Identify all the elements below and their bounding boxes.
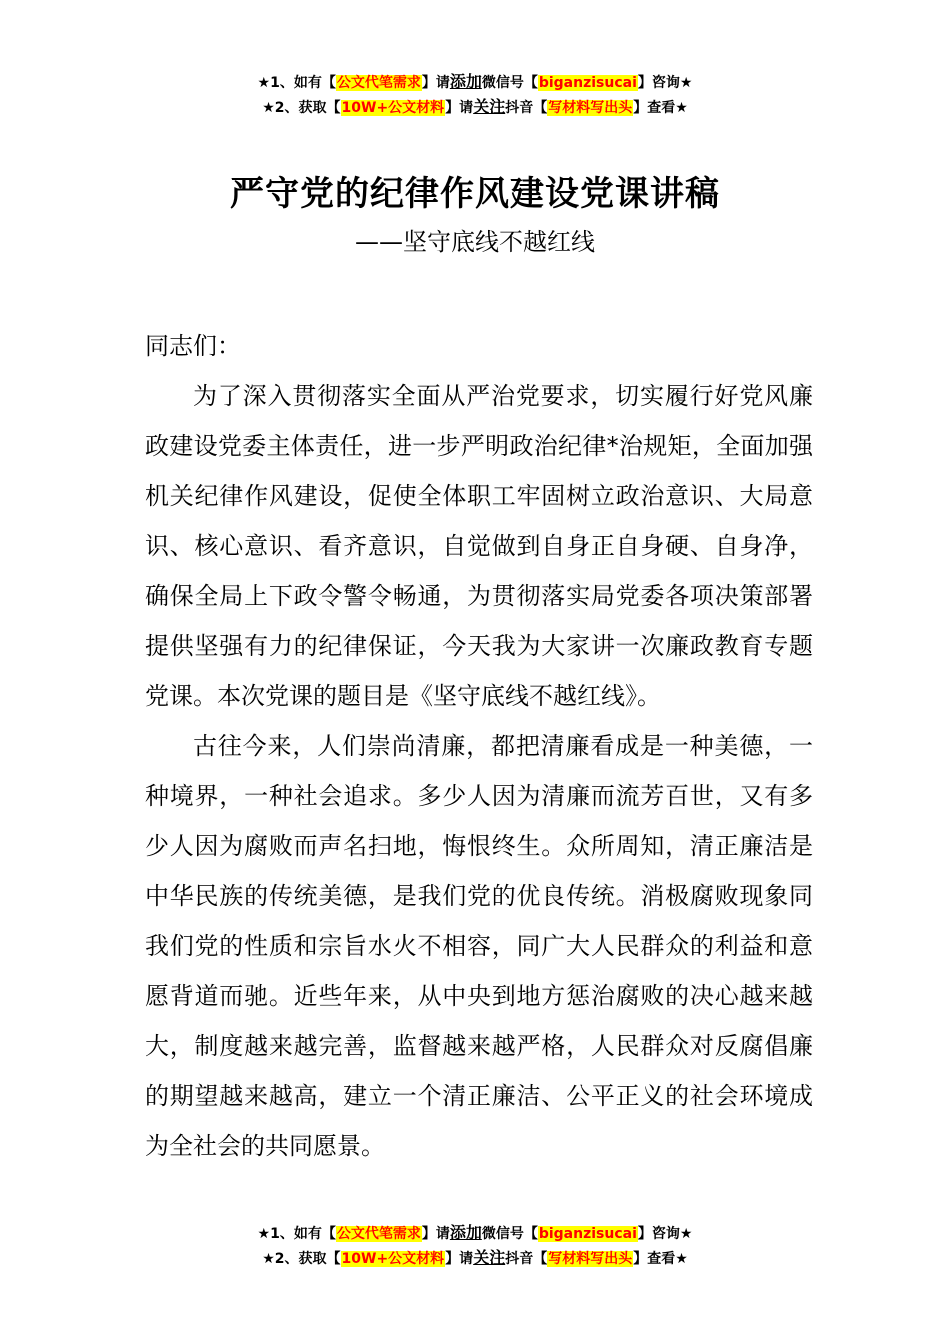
footer-notice (0, 1221, 950, 1271)
greeting: 同志们： (145, 332, 241, 360)
highlight-service: 公文代笔需求 (336, 75, 421, 91)
highlight-wechat-id: biganzisucai (538, 75, 637, 91)
footer-highlight-douyin: 写材料写出头 (548, 1251, 633, 1267)
highlight-douyin: 写材料写出头 (548, 100, 633, 116)
footer-notice-line-1: ★1、如有【公文代笔需求】请添加微信号【biganzisucai】咨询★ (257, 1223, 693, 1242)
notice-line-1: ★1、如有【公文代笔需求】请添加微信号【biganzisucai】咨询★ (257, 72, 693, 91)
footer-highlight-service: 公文代笔需求 (336, 1226, 421, 1242)
document-body (145, 321, 813, 1171)
document-title: 严守党的纪律作风建设党课讲稿 (230, 174, 720, 214)
document-subtitle: ——坚守底线不越红线 (355, 228, 595, 256)
header-notice (0, 70, 950, 120)
paragraph-1: 为了深入贯彻落实全面从严治党要求，切实履行好党风廉政建设党委主体责任，进一步严明政治纪律*治规矩，全面加强机关纪律作风建设，促使全体职工牢固树立政治意识、大局意识、核心意识、看齐意识，自觉做到自身正自身硬、自身净，确保全局上下政令警令畅通，为贯彻落实局党委各项决策部署提供坚强有力的纪律保证，今天我为大家讲一次廉政教育专题党课。本次党课的题目是《坚守底线不越红线》。 (145, 382, 813, 710)
footer-notice-line-2: ★2、获取【10W+公文材料】请关注抖音【写材料写出头】查看★ (262, 1248, 688, 1267)
footer-highlight-wechat-id: biganzisucai (538, 1226, 637, 1242)
footer-highlight-materials: 10W+公文材料 (341, 1251, 445, 1267)
paragraph-2: 古往今来，人们崇尚清廉，都把清廉看成是一种美德，一种境界，一种社会追求。多少人因为清廉而流芳百世，又有多少人因为腐败而声名扫地，悔恨终生。众所周知，清正廉洁是中华民族的传统美德，是我们党的优良传统。消极腐败现象同我们党的性质和宗旨水火不相容，同广大人民群众的利益和意愿背道而驰。近些年来，从中央到地方惩治腐败的决心越来越大，制度越来越完善，监督越来越严格，人民群众对反腐倡廉的期望越来越高，建立一个清正廉洁、公平正义的社会环境成为全社会的共同愿景。 (145, 732, 813, 1160)
highlight-materials: 10W+公文材料 (341, 100, 445, 116)
notice-line-2: ★2、获取【10W+公文材料】请关注抖音【写材料写出头】查看★ (262, 97, 688, 116)
